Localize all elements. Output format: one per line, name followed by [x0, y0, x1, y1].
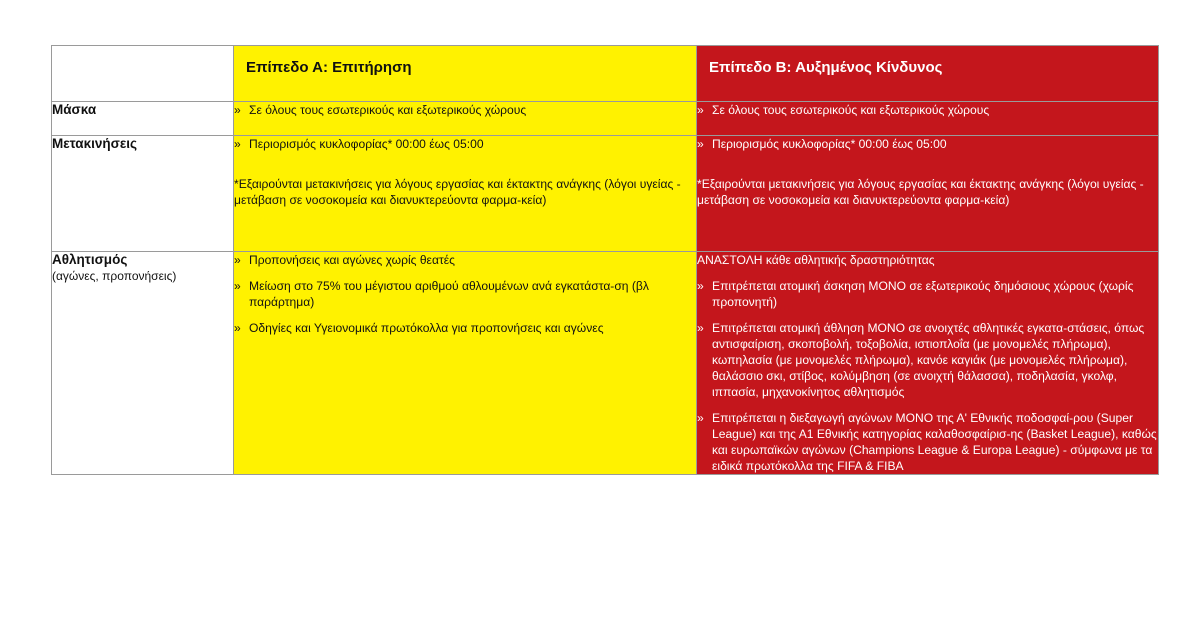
list-item — [697, 136, 1158, 152]
bullet-marker: » — [234, 253, 241, 267]
list-item — [697, 278, 1158, 310]
list-item-text: Σε όλους τους εσωτερικούς και εξωτερικούς χώρους — [712, 103, 990, 117]
sports-level-b-cell — [697, 252, 1159, 475]
movement-label: Μετακινήσεις — [52, 136, 234, 252]
bullet-marker: » — [234, 321, 241, 335]
movement-level-a-cell — [234, 136, 697, 252]
list-item-text: Επιτρέπεται η διεξαγωγή αγώνων ΜΟΝΟ της Α' Εθνικής ποδοσφαί-ρου (Super League) και της Α1 Εθνικής κατηγορίας καλαθοσφαίρισ-ης (Basket League), καθώς και ευρωπαϊκών αγώνων (Champions League & Europa League) - σύμφωνα με τα ειδικά πρωτόκολλα της FIFA & FIBA — [712, 411, 1157, 473]
list-item-text: Περιορισμός κυκλοφορίας* 00:00 έως 05:00 — [249, 137, 484, 151]
list-item-text: Μείωση στο 75% του μέγιστου αριθμού αθλουμένων ανά εγκατάστα-ση (βλ παράρτημα) — [249, 279, 649, 309]
suspension-notice: ΑΝΑΣΤΟΛΗ κάθε αθλητικής δραστηριότητας — [697, 253, 935, 267]
list-item — [697, 102, 1158, 118]
sports-row — [52, 252, 1159, 475]
list-item — [234, 102, 696, 118]
list-item — [234, 320, 696, 336]
list-item — [697, 320, 1158, 400]
list-item-text: Περιορισμός κυκλοφορίας* 00:00 έως 05:00 — [712, 137, 947, 151]
list-item-text: Προπονήσεις και αγώνες χωρίς θεατές — [249, 253, 455, 267]
movement-note: *Εξαιρούνται μετακινήσεις για λόγους εργασίας και έκτακτης ανάγκης (λόγοι υγείας - μετάβαση σε νοσοκομεία και διανυκτερεύοντα φαρμα-κεία) — [697, 177, 1144, 207]
mask-label: Μάσκα — [52, 102, 234, 136]
bullet-marker: » — [234, 137, 241, 151]
bullet-marker: » — [697, 137, 704, 151]
movement-note: *Εξαιρούνται μετακινήσεις για λόγους εργασίας και έκτακτης ανάγκης (λόγοι υγείας - μετάβαση σε νοσοκομεία και διανυκτερεύοντα φαρμα-κεία) — [234, 177, 681, 207]
measures-table — [51, 45, 1159, 475]
level-a-header: Επίπεδο Α: Επιτήρηση — [234, 46, 697, 102]
bullet-marker: » — [697, 411, 704, 425]
sports-label: Αθλητισμός — [52, 252, 128, 267]
list-item — [234, 252, 696, 268]
level-b-header: Επίπεδο Β: Αυξημένος Κίνδυνος — [697, 46, 1159, 102]
movement-row — [52, 136, 1159, 252]
sports-level-a-cell — [234, 252, 697, 475]
list-item-text: Σε όλους τους εσωτερικούς και εξωτερικούς χώρους — [249, 103, 527, 117]
list-item — [697, 410, 1158, 474]
list-item — [234, 136, 696, 152]
list-item-text: Επιτρέπεται ατομική άσκηση ΜΟΝΟ σε εξωτερικούς δημόσιους χώρους (χωρίς προπονητή) — [712, 279, 1134, 309]
bullet-marker: » — [697, 103, 704, 117]
mask-level-a-cell — [234, 102, 697, 136]
list-item-text: Οδηγίες και Υγειονομικά πρωτόκολλα για προπονήσεις και αγώνες — [249, 321, 604, 335]
bullet-marker: » — [234, 103, 241, 117]
header-row — [52, 46, 1159, 102]
header-empty-cell — [52, 46, 234, 102]
movement-level-b-cell — [697, 136, 1159, 252]
sports-label-cell — [52, 252, 234, 475]
sports-sublabel: (αγώνες, προπονήσεις) — [52, 269, 177, 283]
mask-row — [52, 102, 1159, 136]
mask-level-b-cell — [697, 102, 1159, 136]
list-item — [234, 278, 696, 310]
bullet-marker: » — [697, 279, 704, 293]
bullet-marker: » — [697, 321, 704, 335]
list-item-text: Επιτρέπεται ατομική άθληση ΜΟΝΟ σε ανοιχτές αθλητικές εγκατα-στάσεις, όπως αντισφαίριση, σκοποβολή, τοξοβολία, ιστιοπλοΐα (με μονομελές πλήρωμα), κωπηλασία (με μονομελές πλήρωμα), κανόε καγιάκ (με μονομελές πλήρωμα), θαλάσσιο σκι, στίβος, κολύμβηση (σε ανοιχτή θάλασσα), ποδηλασία, γκολφ, ιππασία, μηχανοκίνητος αθλητισμός — [712, 321, 1145, 399]
bullet-marker: » — [234, 279, 241, 293]
